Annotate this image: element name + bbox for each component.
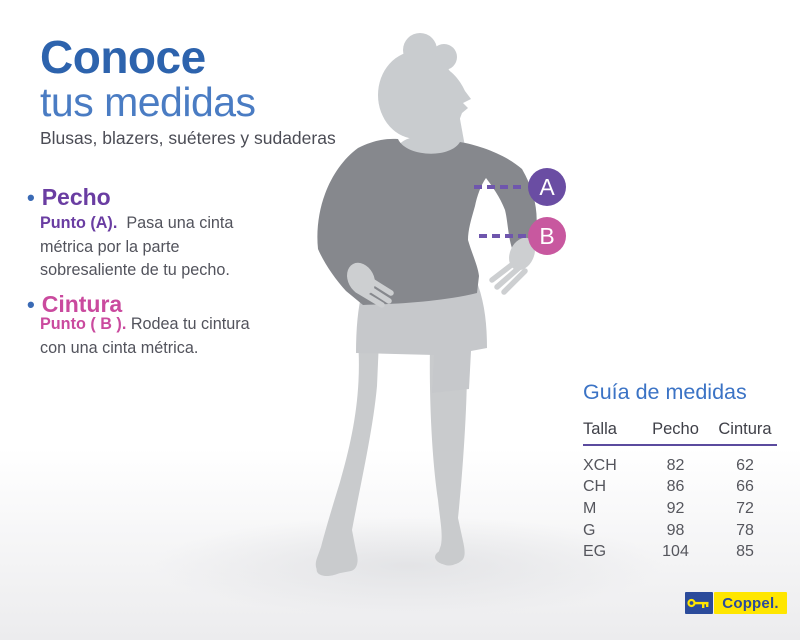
cell-pecho: 98: [666, 521, 685, 539]
size-guide-table: [583, 380, 777, 563]
cell-pecho: 92: [666, 499, 685, 517]
table-row: [583, 541, 777, 563]
cell-cintura: 66: [736, 478, 754, 496]
marker-a-label: A: [539, 173, 555, 200]
page-title-line2: tus medidas: [40, 79, 256, 125]
table-row: [583, 520, 777, 542]
cell-talla: CH: [583, 478, 607, 496]
bullet-icon: •: [27, 185, 35, 210]
table-row: [583, 498, 777, 520]
cell-talla: EG: [583, 543, 607, 561]
cell-pecho: 104: [662, 543, 689, 561]
column-header-talla: Talla: [583, 420, 617, 438]
pecho-description-text: Pasa una cinta métrica por la parte sobresaliente de tu pecho.: [40, 214, 234, 279]
header-underline: [583, 444, 777, 446]
cintura-description-text: Rodea tu cintura con una cinta métrica.: [40, 315, 250, 357]
pecho-point-label: Punto (A).: [40, 214, 118, 232]
title-block: [40, 31, 336, 149]
cell-talla: M: [583, 499, 597, 517]
table-row: [583, 477, 777, 499]
cell-cintura: 62: [736, 456, 754, 474]
marker-a-badge: [528, 168, 566, 206]
page-title-line1: Conoce: [40, 31, 206, 83]
section-cintura-description: [40, 313, 278, 360]
cell-pecho: 86: [666, 478, 685, 496]
cell-talla: XCH: [583, 456, 617, 474]
cell-cintura: 85: [736, 543, 754, 561]
brand-logo: [685, 592, 787, 614]
cintura-heading-label: Cintura: [41, 291, 123, 317]
table-row: [583, 455, 777, 477]
cell-cintura: 78: [736, 521, 754, 539]
brand-wordmark-box: [714, 592, 787, 614]
section-pecho-heading: [27, 184, 111, 211]
bullet-icon: •: [27, 292, 35, 317]
marker-b-label: B: [539, 222, 555, 249]
brand-wordmark: Coppel.: [722, 594, 779, 612]
page-subtitle: Blusas, blazers, suéteres y sudaderas: [40, 128, 336, 148]
cell-pecho: 82: [666, 456, 685, 474]
cell-cintura: 72: [736, 499, 754, 517]
column-header-cintura: Cintura: [718, 420, 772, 438]
dash-line-a: [474, 185, 526, 189]
section-pecho-description: [40, 212, 268, 283]
pecho-heading-label: Pecho: [41, 184, 111, 210]
size-guide-rows: [583, 455, 777, 563]
marker-b-badge: [528, 217, 566, 255]
key-icon: [685, 592, 713, 614]
dash-line-b: [479, 234, 526, 238]
column-header-pecho: Pecho: [652, 420, 699, 438]
cell-talla: G: [583, 521, 596, 539]
size-guide-header-row: [583, 420, 777, 439]
size-guide-title: Guía de medidas: [583, 380, 747, 404]
cintura-point-label: Punto ( B ).: [40, 315, 127, 333]
